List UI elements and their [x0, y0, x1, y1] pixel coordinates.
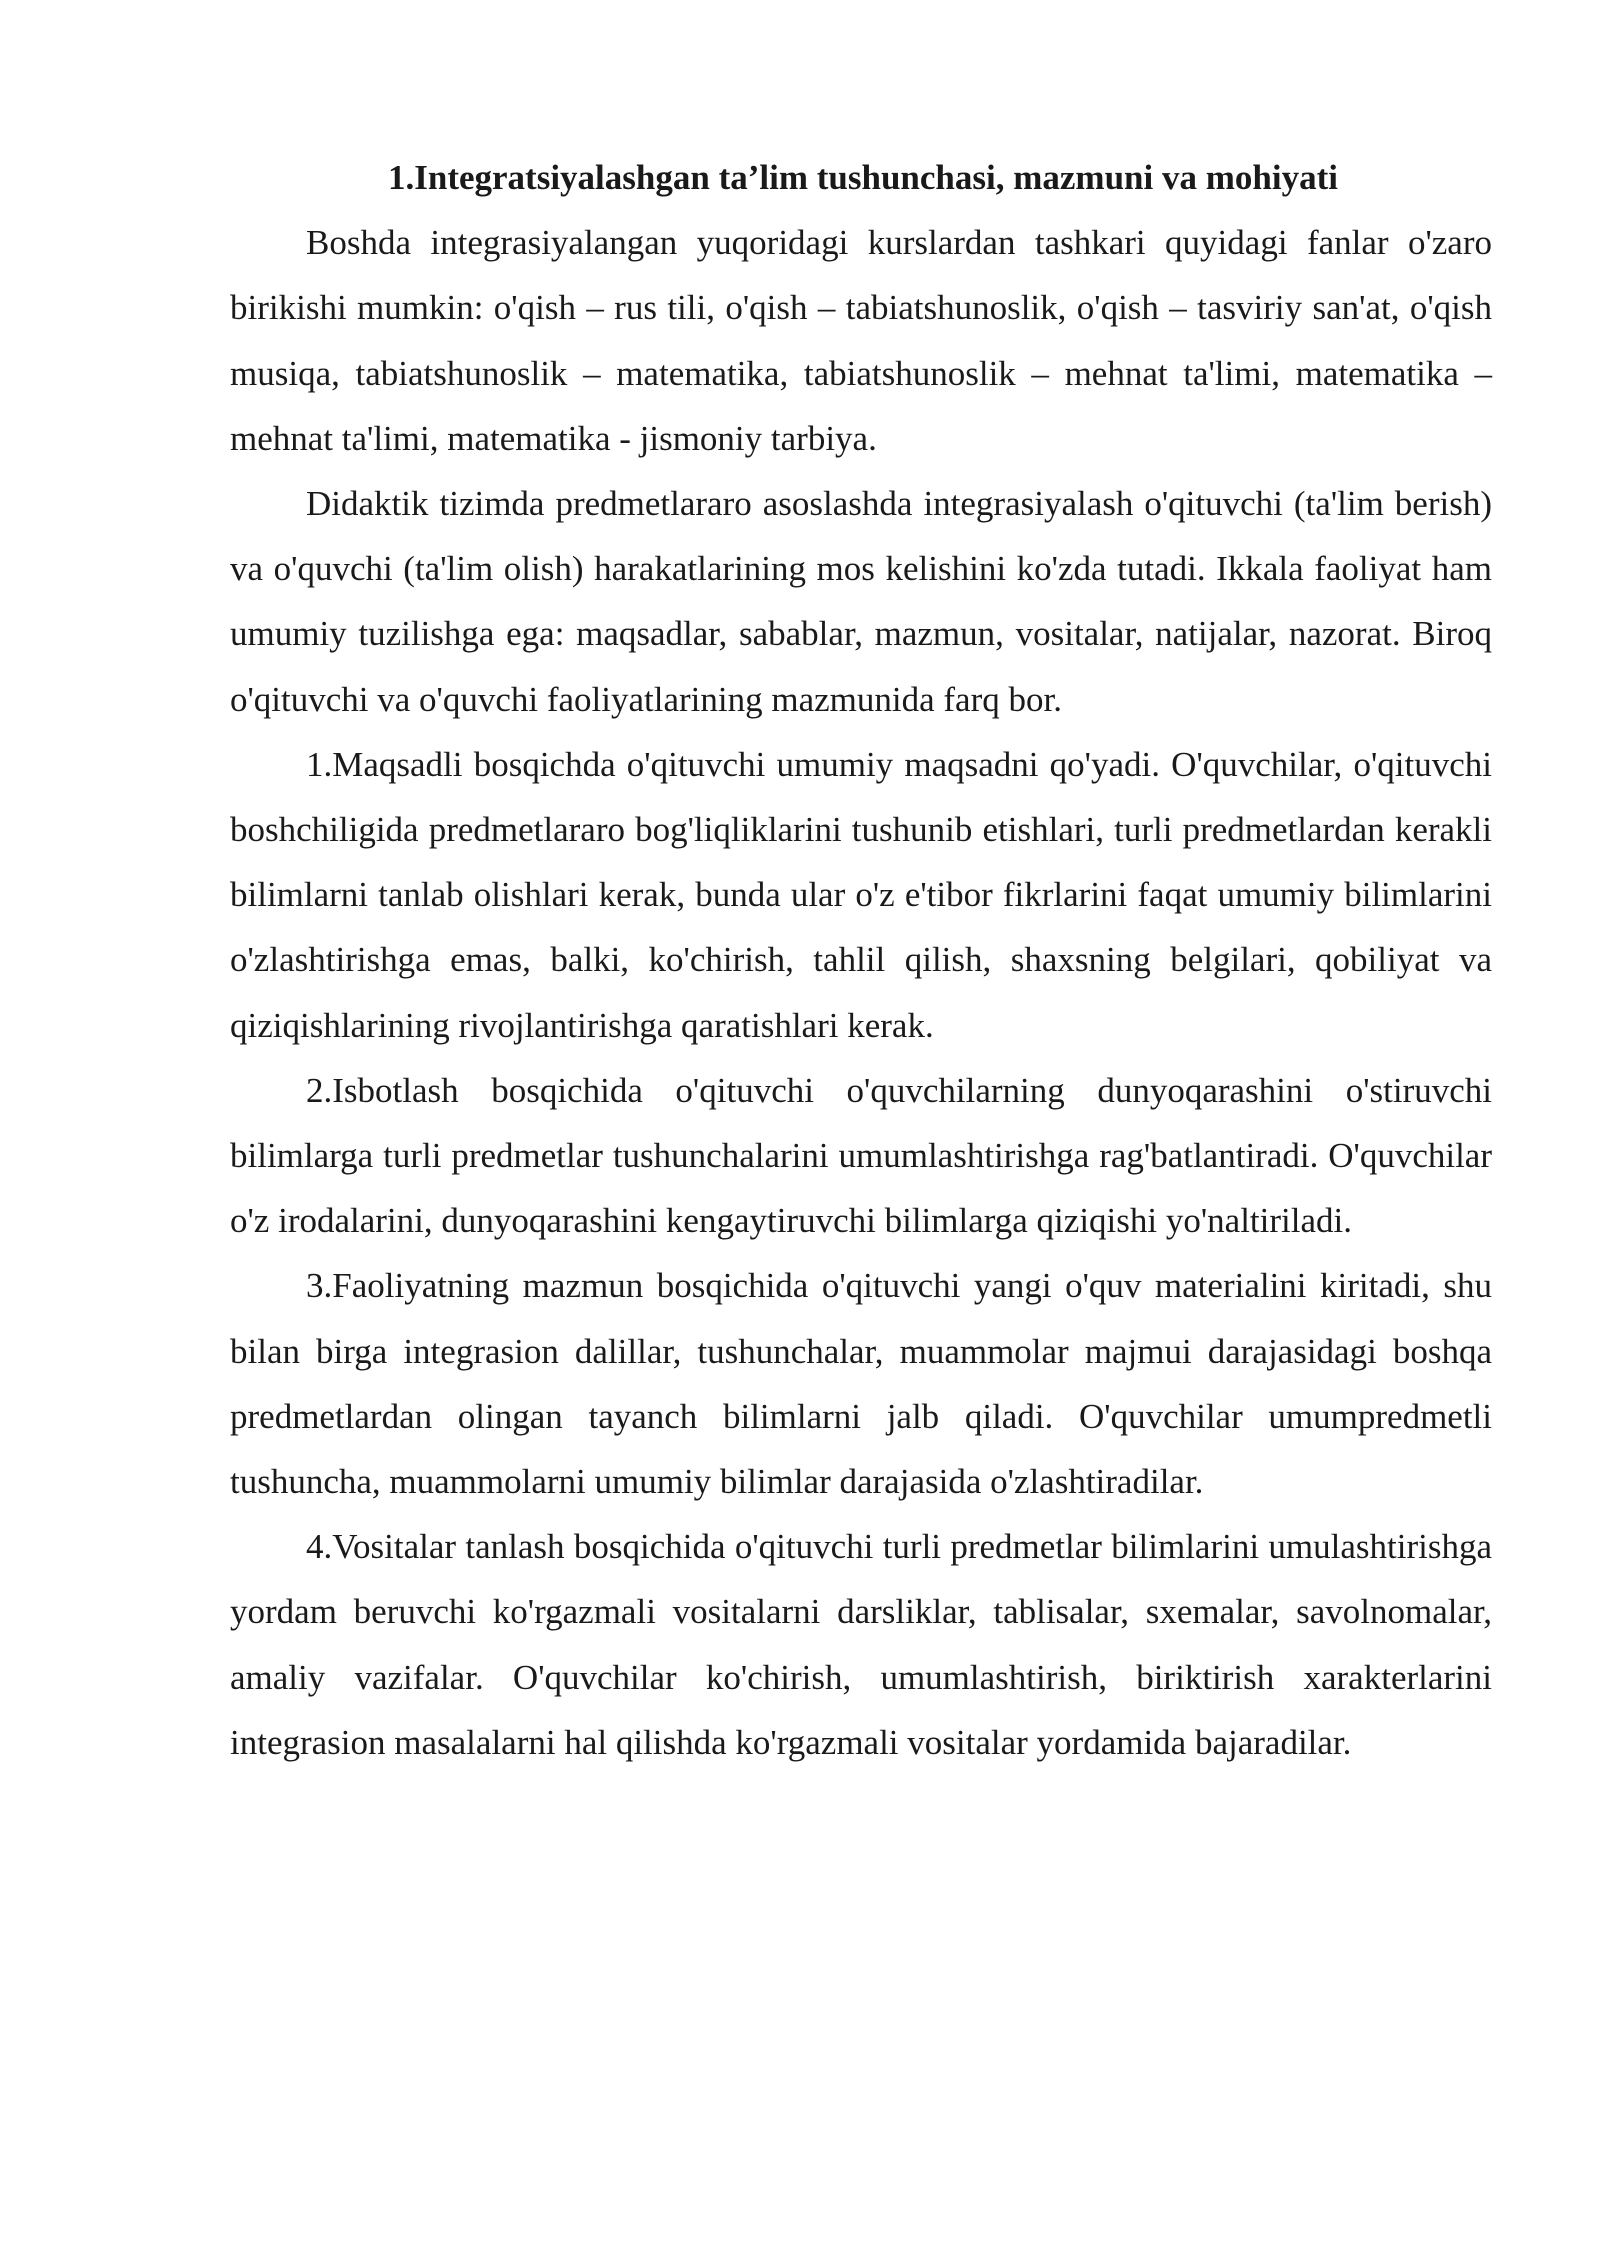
paragraph-stage-1: 1.Maqsadli bosqichda o'qituvchi umumiy maqsadni qo'yadi. O'quvchilar, o'qituvchi boshchiligida predmetlararo bog'liqliklarini tushunib etishlari, turli predmetlardan kerakli bilimlarni tanlab olishlari kerak, bunda ular o'z e'tibor fikrlarini faqat umumiy bilimlarini o'zlashtirishga emas, balki, ko'chirish, tahlil qilish, shaxsning belgilari, qobiliyat va qiziqishlarining rivojlantirishga qaratishlari kerak. [230, 744, 1492, 1045]
paragraph-stage-3: 3.Faoliyatning mazmun bosqichida o'qituvchi yangi o'quv materialini kiritadi, shu bilan birga integrasion dalillar, tushunchalar, muammolar majmui darajasidagi boshqa predmetlardan olingan tayanch bilimlarni jalb qiladi. O'quvchilar umumpredmetli tushuncha, muammolarni umumiy bilimlar darajasida o'zlashtiradilar. [230, 1266, 1492, 1502]
document-body [230, 145, 1492, 1775]
paragraph-stage-2: 2.Isbotlash bosqichida o'qituvchi o'quvchilarning dunyoqarashini o'stiruvchi bilimlarga turli predmetlar tushunchalarini umumlashtirishga rag'batlantiradi. O'quvchilar o'z irodalarini, dunyoqarashini kengaytiruvchi bilimlarga qiziqishi yo'naltiriladi. [230, 1070, 1492, 1241]
paragraph-intro: Boshda integrasiyalangan yuqoridagi kurslardan tashkari quyidagi fanlar o'zaro birikishi mumkin: o'qish – rus tili, o'qish – tabiatshunoslik, o'qish – tasviriy san'at, o'qish musiqa, tabiatshunoslik – matematika, tabiatshunoslik – mehnat ta'limi, matematika – mehnat ta'limi, matematika - jismoniy tarbiya. [230, 223, 1492, 458]
section-heading: 1.Integratsiyalashgan ta’lim tushunchasi, mazmuni va mohiyati [388, 158, 1338, 197]
paragraph-stage-4: 4.Vositalar tanlash bosqichida o'qituvchi turli predmetlar bilimlarini umulashtirishga yordam beruvchi ko'rgazmali vositalarni darsliklar, tablisalar, sxemalar, savolnomalar, amaliy vazifalar. O'quvchilar ko'chirish, umumlashtirish, biriktirish xarakterlarini integrasion masalalarni hal qilishda ko'rgazmali vositalar yordamida bajaradilar. [230, 1527, 1492, 1762]
paragraph-didactic: Didaktik tizimda predmetlararo asoslashda integrasiyalash o'qituvchi (ta'lim berish) va o'quvchi (ta'lim olish) harakatlarining mos kelishini ko'zda tutadi. Ikkala faoliyat ham umumiy tuzilishga ega: maqsadlar, sabablar, mazmun, vositalar, natijalar, nazorat. Biroq o'qituvchi va o'quvchi faoliyatlarining mazmunida farq bor. [230, 484, 1492, 719]
